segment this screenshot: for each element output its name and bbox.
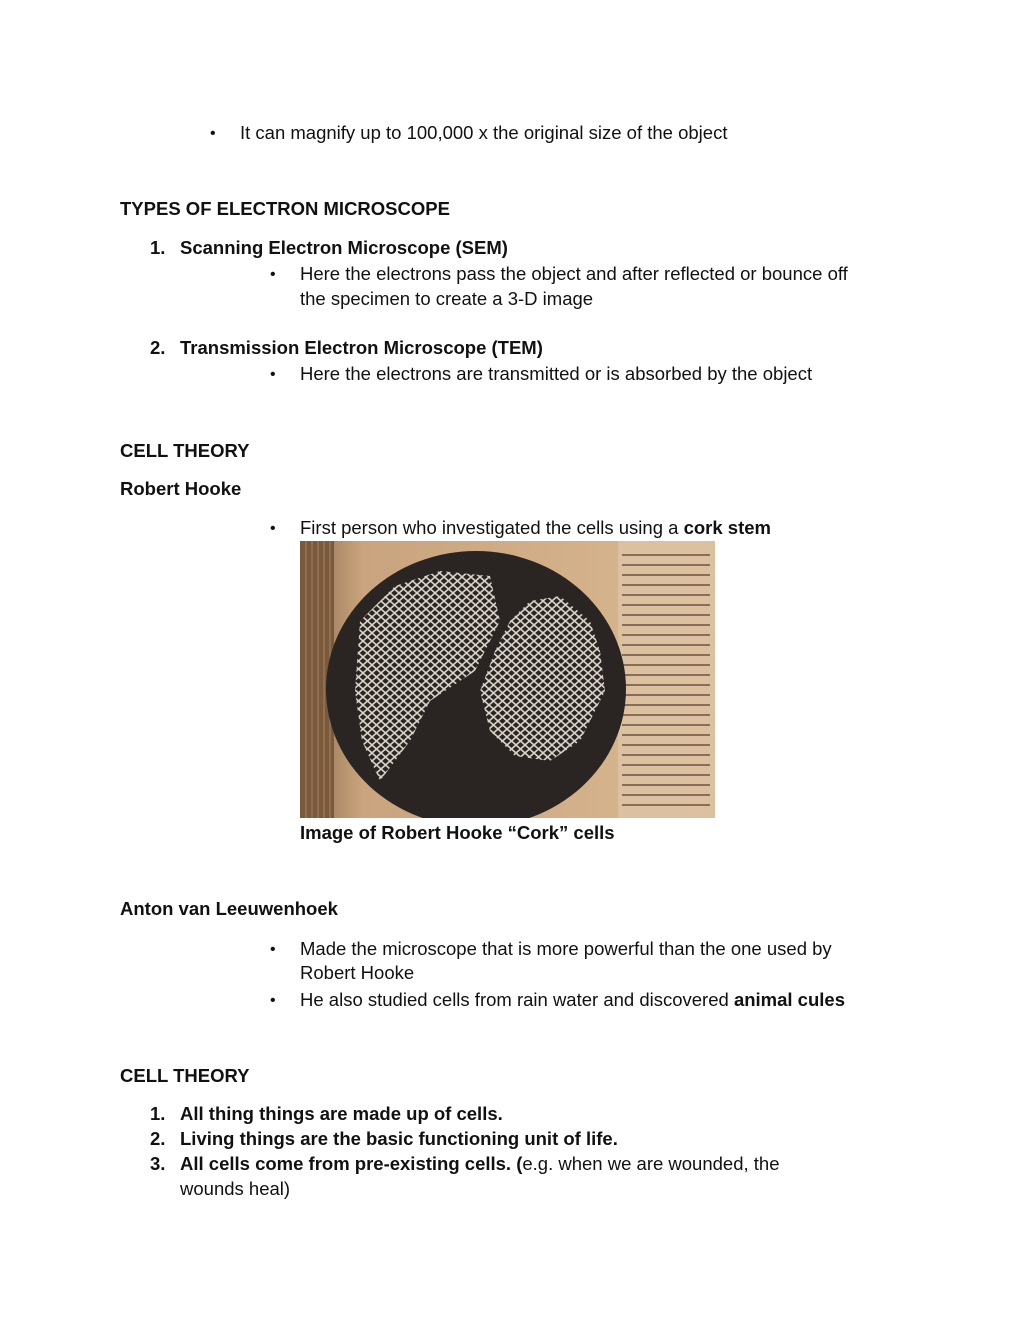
types-heading: TYPES OF ELECTRON MICROSCOPE	[120, 198, 450, 219]
figure-caption: Image of Robert Hooke “Cork” cells	[300, 822, 615, 843]
bullet-icon: •	[270, 941, 276, 958]
leeuwenhoek-bullet2-bold: animal cules	[733, 989, 845, 1010]
sem-title: Scanning Electron Microscope (SEM)	[180, 237, 508, 258]
intro-bullet-text: It can magnify up to 100,000 x the original size of the object	[240, 122, 728, 143]
bullet-icon: •	[210, 125, 216, 142]
hooke-bullet-bold: cork stem	[683, 517, 771, 538]
sem-bullet-line2: the specimen to create a 3-D image	[300, 288, 594, 309]
bullet-icon: •	[270, 520, 276, 537]
bullet-icon: •	[270, 366, 276, 383]
theory-item-3	[180, 1152, 780, 1176]
leeuwenhoek-bullet2-text: He also studied cells from rain water and discovered	[300, 989, 734, 1010]
leeuwenhoek-bullet1-line2: Robert Hooke	[300, 962, 415, 983]
leeuwenhoek-bullet2	[300, 988, 845, 1012]
list-number: 1.	[150, 237, 166, 258]
hooke-heading: Robert Hooke	[120, 478, 242, 499]
cell-theory-heading: CELL THEORY	[120, 440, 250, 461]
list-number: 3.	[150, 1153, 166, 1174]
tem-bullet-line1: Here the electrons are transmitted or is absorbed by the object	[300, 363, 813, 384]
list-number: 1.	[150, 1103, 166, 1124]
sem-bullet-line1: Here the electrons pass the object and after reflected or bounce off	[300, 263, 848, 284]
leeuwenhoek-bullet1-line1: Made the microscope that is more powerful than the one used by	[300, 938, 832, 959]
cork-cells-image	[300, 541, 715, 818]
bullet-icon: •	[270, 992, 276, 1009]
list-number: 2.	[150, 1128, 166, 1149]
theory-item-3-bold: All cells come from pre-existing cells. (	[180, 1153, 523, 1174]
theory-item-2: Living things are the basic functioning unit of life.	[180, 1128, 618, 1149]
leeuwenhoek-heading: Anton van Leeuwenhoek	[120, 898, 338, 919]
list-number: 2.	[150, 337, 166, 358]
cell-theory-heading-2: CELL THEORY	[120, 1065, 250, 1086]
hooke-bullet-text: First person who investigated the cells using a	[300, 517, 684, 538]
theory-item-3-rest: e.g. when we are wounded, the	[522, 1153, 780, 1174]
hooke-bullet	[300, 516, 771, 540]
theory-item-1: All thing things are made up of cells.	[180, 1103, 503, 1124]
tem-title: Transmission Electron Microscope (TEM)	[180, 337, 543, 358]
bullet-icon: •	[270, 266, 276, 283]
theory-item-3-line2: wounds heal)	[180, 1178, 291, 1199]
